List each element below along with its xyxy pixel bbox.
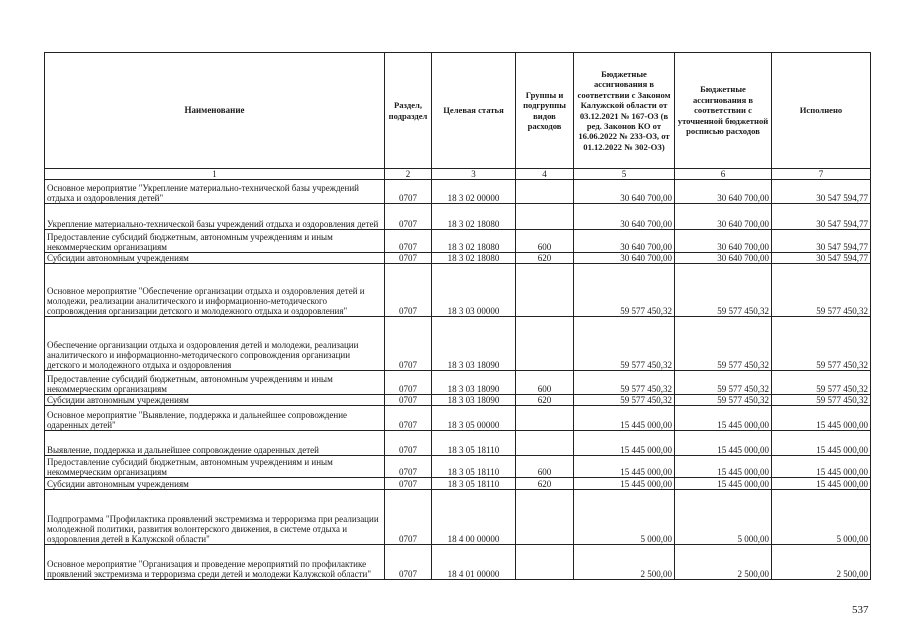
row-name: Основное мероприятие "Организация и проведение мероприятий по профилактике проявлений экстремизма и терроризма среди детей и молодежи Калужской области"	[45, 545, 385, 580]
row-group	[516, 317, 574, 371]
row-target: 18 3 03 18090	[432, 317, 516, 371]
row-law-amount: 30 640 700,00	[574, 180, 675, 204]
row-section: 0707	[385, 204, 432, 230]
table-row	[45, 456, 871, 478]
row-section: 0707	[385, 431, 432, 456]
row-section: 0707	[385, 230, 432, 253]
table-row	[45, 371, 871, 395]
row-refined-amount: 30 640 700,00	[675, 180, 772, 204]
row-executed-amount: 59 577 450,32	[772, 371, 871, 395]
row-refined-amount: 2 500,00	[675, 545, 772, 580]
column-number: 6	[675, 169, 772, 180]
row-section: 0707	[385, 456, 432, 478]
row-refined-amount: 59 577 450,32	[675, 317, 772, 371]
row-target: 18 3 02 18080	[432, 204, 516, 230]
row-name: Обеспечение организации отдыха и оздоровления детей и молодежи, реализации аналитического и информационно-методического сопровождения организации детского и молодежного отдыха и оздоровления	[45, 317, 385, 371]
table-row	[45, 490, 871, 545]
row-refined-amount: 30 640 700,00	[675, 204, 772, 230]
page-number: 537	[852, 604, 869, 616]
row-law-amount: 59 577 450,32	[574, 395, 675, 406]
table-row	[45, 406, 871, 431]
row-name: Предоставление субсидий бюджетным, автономным учреждениям и иным некоммерческим организациям	[45, 456, 385, 478]
row-target: 18 3 02 18080	[432, 253, 516, 264]
table-row	[45, 317, 871, 371]
column-number: 3	[432, 169, 516, 180]
column-number: 5	[574, 169, 675, 180]
row-name: Субсидии автономным учреждениям	[45, 395, 385, 406]
row-name: Основное мероприятие "Выявление, поддержка и дальнейшее сопровождение одаренных детей"	[45, 406, 385, 431]
header-section: Раздел, подраздел	[385, 53, 432, 169]
row-target: 18 3 03 18090	[432, 395, 516, 406]
row-name: Субсидии автономным учреждениям	[45, 253, 385, 264]
row-section: 0707	[385, 317, 432, 371]
header-target: Целевая статья	[432, 53, 516, 169]
row-refined-amount: 15 445 000,00	[675, 478, 772, 490]
row-section: 0707	[385, 180, 432, 204]
row-executed-amount: 30 547 594,77	[772, 253, 871, 264]
row-target: 18 4 01 00000	[432, 545, 516, 580]
row-target: 18 4 00 00000	[432, 490, 516, 545]
row-group: 620	[516, 253, 574, 264]
row-name: Выявление, поддержка и дальнейшее сопровождение одаренных детей	[45, 431, 385, 456]
row-group: 620	[516, 478, 574, 490]
row-refined-amount: 15 445 000,00	[675, 406, 772, 431]
row-executed-amount: 5 000,00	[772, 490, 871, 545]
row-law-amount: 59 577 450,32	[574, 264, 675, 317]
row-law-amount: 15 445 000,00	[574, 406, 675, 431]
row-executed-amount: 30 547 594,77	[772, 230, 871, 253]
header-row	[45, 53, 871, 169]
row-target: 18 3 05 18110	[432, 431, 516, 456]
column-numbers-row	[45, 169, 871, 180]
row-law-amount: 30 640 700,00	[574, 204, 675, 230]
row-refined-amount: 59 577 450,32	[675, 371, 772, 395]
row-group: 600	[516, 230, 574, 253]
row-law-amount: 15 445 000,00	[574, 478, 675, 490]
row-section: 0707	[385, 371, 432, 395]
table-row	[45, 204, 871, 230]
row-refined-amount: 30 640 700,00	[675, 253, 772, 264]
row-refined-amount: 15 445 000,00	[675, 456, 772, 478]
header-law: Бюджетные ассигнования в соответствии с Законом Калужской области от 03.12.2021 № 167-ОЗ (в ред. Законов КО от 16.06.2022 № 233-ОЗ, от 01.12.2022 № 302-ОЗ)	[574, 53, 675, 169]
budget-table	[44, 52, 871, 580]
row-group	[516, 204, 574, 230]
column-number: 1	[45, 169, 385, 180]
row-law-amount: 15 445 000,00	[574, 456, 675, 478]
table-row	[45, 545, 871, 580]
row-executed-amount: 15 445 000,00	[772, 456, 871, 478]
row-section: 0707	[385, 490, 432, 545]
row-law-amount: 59 577 450,32	[574, 371, 675, 395]
row-target: 18 3 05 00000	[432, 406, 516, 431]
row-target: 18 3 05 18110	[432, 478, 516, 490]
column-number: 7	[772, 169, 871, 180]
row-section: 0707	[385, 253, 432, 264]
row-law-amount: 15 445 000,00	[574, 431, 675, 456]
row-law-amount: 30 640 700,00	[574, 230, 675, 253]
column-number: 4	[516, 169, 574, 180]
row-group: 600	[516, 456, 574, 478]
row-refined-amount: 59 577 450,32	[675, 264, 772, 317]
row-name: Предоставление субсидий бюджетным, автономным учреждениям и иным некоммерческим организациям	[45, 230, 385, 253]
row-group	[516, 180, 574, 204]
row-group	[516, 264, 574, 317]
row-section: 0707	[385, 264, 432, 317]
row-executed-amount: 2 500,00	[772, 545, 871, 580]
table-row	[45, 431, 871, 456]
row-law-amount: 30 640 700,00	[574, 253, 675, 264]
row-name: Предоставление субсидий бюджетным, автономным учреждениям и иным некоммерческим организациям	[45, 371, 385, 395]
row-target: 18 3 02 00000	[432, 180, 516, 204]
row-law-amount: 5 000,00	[574, 490, 675, 545]
row-group	[516, 490, 574, 545]
row-target: 18 3 03 00000	[432, 264, 516, 317]
table-row	[45, 264, 871, 317]
row-executed-amount: 59 577 450,32	[772, 317, 871, 371]
row-target: 18 3 03 18090	[432, 371, 516, 395]
header-executed: Исполнено	[772, 53, 871, 169]
table-row	[45, 478, 871, 490]
table-row	[45, 180, 871, 204]
table-row	[45, 253, 871, 264]
row-executed-amount: 59 577 450,32	[772, 264, 871, 317]
row-executed-amount: 30 547 594,77	[772, 204, 871, 230]
row-name: Подпрограмма "Профилактика проявлений экстремизма и терроризма при реализации молодежной политики, развития волонтерского движения, в системе отдыха и оздоровления детей в Калужской области"	[45, 490, 385, 545]
row-group	[516, 431, 574, 456]
row-executed-amount: 15 445 000,00	[772, 478, 871, 490]
row-executed-amount: 15 445 000,00	[772, 431, 871, 456]
row-group	[516, 406, 574, 431]
row-target: 18 3 05 18110	[432, 456, 516, 478]
row-executed-amount: 30 547 594,77	[772, 180, 871, 204]
row-name: Основное мероприятие "Укрепление материально-технической базы учреждений отдыха и оздоровления детей"	[45, 180, 385, 204]
header-name: Наименование	[45, 53, 385, 169]
row-executed-amount: 59 577 450,32	[772, 395, 871, 406]
row-section: 0707	[385, 478, 432, 490]
header-groups: Группы и подгруппы видов расходов	[516, 53, 574, 169]
row-refined-amount: 30 640 700,00	[675, 230, 772, 253]
row-law-amount: 2 500,00	[574, 545, 675, 580]
table-row	[45, 230, 871, 253]
row-target: 18 3 02 18080	[432, 230, 516, 253]
row-name: Укрепление материально-технической базы учреждений отдыха и оздоровления детей	[45, 204, 385, 230]
row-refined-amount: 15 445 000,00	[675, 431, 772, 456]
row-refined-amount: 5 000,00	[675, 490, 772, 545]
row-section: 0707	[385, 545, 432, 580]
row-group: 620	[516, 395, 574, 406]
row-law-amount: 59 577 450,32	[574, 317, 675, 371]
row-executed-amount: 15 445 000,00	[772, 406, 871, 431]
row-refined-amount: 59 577 450,32	[675, 395, 772, 406]
row-section: 0707	[385, 406, 432, 431]
row-name: Субсидии автономным учреждениям	[45, 478, 385, 490]
table-row	[45, 395, 871, 406]
column-number: 2	[385, 169, 432, 180]
row-group: 600	[516, 371, 574, 395]
header-refined: Бюджетные ассигнования в соответствии с уточненной бюджетной росписью расходов	[675, 53, 772, 169]
row-section: 0707	[385, 395, 432, 406]
row-name: Основное мероприятие "Обеспечение организации отдыха и оздоровления детей и молодежи, реализации аналитического и информационно-методического сопровождения организации детского и молодежного отдыха и оздоровления"	[45, 264, 385, 317]
row-group	[516, 545, 574, 580]
